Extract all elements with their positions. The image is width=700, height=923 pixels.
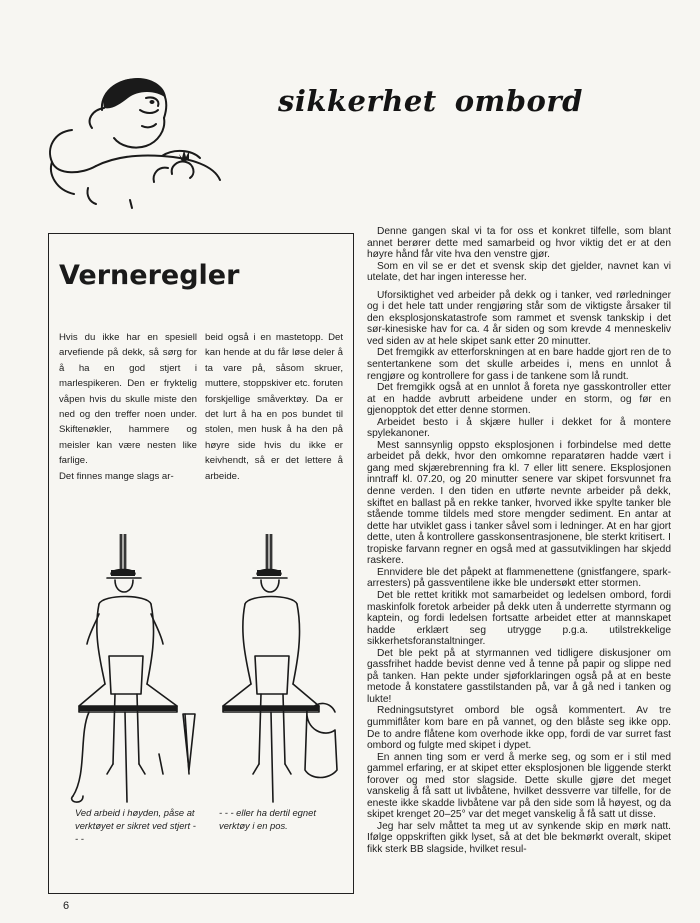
- page-number: 6: [63, 900, 70, 912]
- box-paragraph: beid også i en mastetopp. Det kan hende at du får løse deler å ta vare på, såsom skruer, muttere, stoppskiver etc. foruten forskjellige småverktøy. Da er det lurt å ha en pos bundet til stolen, men husk å ha den på høyre side hvis du ikke er keivhendt, så er det lettere å arbeide.: [205, 332, 343, 482]
- article-paragraph: Det fremgikk også at en unnlot å foreta nye gasskontroller etter at en hadde avbrutt arbeidene under en storm, og før en gjenopptok det etter denne stormen.: [367, 382, 671, 417]
- article-paragraph: Arbeidet besto i å skjære huller i dekket for å montere spylekanoner.: [367, 416, 671, 440]
- article-paragraph: Det ble rettet kritikk mot samarbeidet og ledelsen ombord, fordi maskinfolk foretok arbeider på dekk uten å underrette styrmann og kaptein, og fordi ledelsen fortsatte arbeidet etter at mannskapet hadde erklært seg utrygge p.g.a. utilstrekkelige sikkerhetsforanstaltninger.: [367, 589, 671, 648]
- article-paragraph: Ennvidere ble det påpekt at flammenettene (gnistfangere, spark-arresters) på gassventilene ikke ble undersøkt etter stormen.: [367, 566, 671, 590]
- illustration-caption-right: - - - eller ha dertil egnet verktøy i en pos.: [219, 807, 316, 831]
- illustration-caption-left: Ved arbeid i høyden, påse at verktøyet er sikret ved stjert - - -: [75, 807, 196, 844]
- article-paragraph: Som en vil se er det et svensk skip det gjelder, navnet kan vi utelate, det har ingen interesse her.: [367, 260, 671, 284]
- section-title-word-1: sikkerhet: [278, 84, 437, 118]
- main-article: [367, 226, 671, 856]
- article-paragraph: Denne gangen skal vi ta for oss et konkret tilfelle, som blant annet berører dette med samarbeid og hvor viktig det er at den høyre hånd får vite hva den venstre gjør.: [367, 226, 671, 261]
- article-paragraph: Redningsutstyret ombord ble også kommentert. Av tre gummiflåter kom bare en på vannet, og den blåste seg ikke opp. De to andre flåtene kom overhode ikke opp, fordi de var surret fast ombord og fulgte med skipet i dypet.: [367, 705, 671, 752]
- article-paragraph: Jeg har selv måttet ta meg ut av synkende skip en mørk natt. Ifølge oppskriften gikk lyset, så at det ble bekmørkt overalt, skipet fikk sterk BB slagside, hvilket resul-: [367, 820, 671, 855]
- box-paragraph: Det finnes mange slags ar-: [59, 470, 174, 482]
- article-paragraph: Mest sannsynlig oppsto eksplosjonen i forbindelse med dette arbeidet på dekk, hvor den omkomne reparatøren hadde vært i gang med skjærebrenning fra kl. 7 eller litt senere. Eksplosjonen inntraff kl. 07.20, og 20 minutter senere var skipet forsvunnet fra denne verden. I den tiden en utførte nevnte arbeider på dekk, skiftet en ballast på en rekke tanker, hvorved ikke spylte tanker ble stående tomme tildels med store mengder sediment. En antar at dette har utviklet gass i tanker såvel som i ledninger. At en har gjort dette, uten å kontrollere gasskonsentrasjonene, ble sterkt kritisert. I tropiske farvann regner en også med at gassutviklingen har skjedd raskere.: [367, 439, 671, 567]
- verneregler-box: [48, 233, 354, 894]
- box-left-column: [59, 330, 197, 484]
- article-paragraph: Det fremgikk av etterforskningen at en bare hadde gjort ren de to sentertankene som det skulle arbeides i, mens en unnlot å rengjøre og kontrollere for gass i de tankene som lå rundt.: [367, 347, 671, 382]
- article-paragraph: En annen ting som er verd å merke seg, og som er i stil med gammel erfaring, er at skipet etter eksplosjonen ble liggende sterkt forover og med stor slagside. Dette skulle gjøre det meget vanskelig å få satt ut livbåtene, hvilket dessverre var tilfelle, for de eneste ikke skadde livbåtene var på den side som lå høyest, og da skipet krenget 20–25° var det meget vanskelig å få satt ut disse.: [367, 751, 671, 821]
- bosun-chair-workers-illustration: [59, 534, 345, 804]
- sailor-caricature-illustration: [42, 70, 242, 210]
- article-paragraph: Uforsiktighet ved arbeider på dekk og i tanker, ved rørledninger og i det hele tatt under rengjøring står som de viktigste årsaker til den eksplosjonskatastrofe som rammet et svensk tankskip i det sør-kinesiske hav for ca. 4 år siden og som krevde 4 menneskeliv ved siden av at hele skipet sank etter 20 minutter.: [367, 289, 671, 347]
- box-paragraph: Hvis du ikke har en spesiell arvefiende på dekk, så sørg for å ha en god stjert i marlespikeren. Den er fryktelig våpen hvis du skulle miste den ned og den treffer noen under. Skiftenøkler, hammere og meisler kan være nesten like farlige.: [59, 332, 197, 467]
- box-right-column: [205, 330, 343, 484]
- article-paragraph: Det ble pekt på at styrmannen ved tidligere diskusjoner om gassfrihet hadde bevist denne ved å tenne på papir og slippe ned på tanken. Han pekte under sjøforklaringen også på at en beste metode å konstatere gasstilstanden på, var å gå ned i tanken og lukte!: [367, 647, 671, 705]
- section-title-word-2: ombord: [454, 84, 583, 118]
- box-heading: Verneregler: [59, 260, 240, 291]
- section-title: [278, 84, 583, 118]
